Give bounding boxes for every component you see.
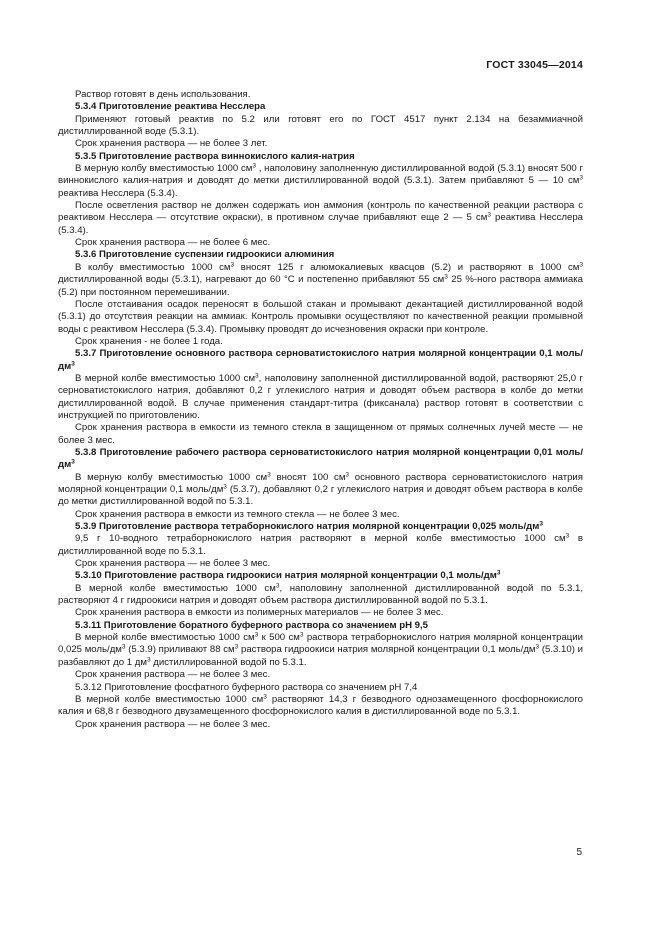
superscript: 3 xyxy=(299,631,304,639)
text-run: В мерную колбу вместимостью 1000 см xyxy=(75,471,268,483)
paragraph xyxy=(58,719,583,731)
text-run: Срок хранения раствора — не более 6 мес. xyxy=(75,237,271,249)
paragraph xyxy=(58,299,583,336)
superscript: 3 xyxy=(535,643,540,651)
text-run: Срок хранения - не более 1 года. xyxy=(75,335,223,347)
paragraph xyxy=(58,558,583,570)
text-run: В мерной колбе вместимостью 1000 см xyxy=(75,632,255,644)
section-heading xyxy=(58,249,583,261)
text-run: В мерной колбе вместимостью 1000 см xyxy=(75,582,276,594)
text-run: В мерную колбу вместимостью 1000 см xyxy=(75,163,253,175)
paragraph xyxy=(58,89,583,101)
text-run: Срок хранения раствора — не более 3 мес. xyxy=(75,718,271,730)
text-run: В мерной колбе вместимостью 1000 см xyxy=(75,372,256,384)
paragraph xyxy=(58,163,583,200)
superscript: 3 xyxy=(263,693,267,701)
text-run: дистиллированной водой по 5.3.1. xyxy=(150,656,307,668)
superscript: 3 xyxy=(444,273,448,281)
document-body xyxy=(58,89,583,731)
superscript: 3 xyxy=(234,643,239,651)
text-run: Применяют готовый реактив по 5.2 или готовят его по ГОСТ 4517 пункт 2.134 на безаммиачной дистиллированной воде (5.3.1). xyxy=(58,113,583,138)
text-run: Срок хранения раствора в емкости из темного стекла — не более 3 мес. xyxy=(75,508,400,520)
document-header: ГОСТ 33045—2014 xyxy=(486,59,583,71)
paragraph xyxy=(58,509,583,521)
paragraph xyxy=(58,200,583,237)
text-run: растворяют 14,3 г безводного однозамещенного фосфорнокислого калия и 68,8 г безводного двузамещенного фосфорнокислого калия в дистиллированной воде по 5.3.1. xyxy=(58,693,583,718)
text-run: , наполовину заполненной дистиллированной водой, растворяют 25,0 г серноватистокислого натрия, добавляют 0,2 г углекислого натрия и доводят объем раствора в колбе до метки дистиллированной водой. В случае применения стандарт-титра (фиксанала) раствор готовят в соответствии с инструкцией по приготовлению. xyxy=(58,372,583,421)
superscript: 3 xyxy=(539,520,543,528)
text-run: в дистиллированной воде по 5.3.1. xyxy=(58,533,584,557)
paragraph xyxy=(58,472,583,509)
paragraph xyxy=(58,583,583,608)
text-run: вносят 125 г алюмокалиевых квасцов (5.2) и растворяют в 1000 см xyxy=(234,261,580,273)
text-run: 5.3.11 Приготовление боратного буферного раствора со значением рН 9,5 xyxy=(75,619,429,631)
text-run: В мерной колбе вместимостью 1000 см xyxy=(75,693,264,705)
paragraph xyxy=(58,632,583,669)
superscript: 3 xyxy=(71,360,75,368)
superscript: 3 xyxy=(345,471,350,479)
superscript: 3 xyxy=(579,261,583,269)
paragraph xyxy=(58,373,583,422)
text-run: Срок хранения раствора — не более 3 мес. xyxy=(75,669,271,681)
text-run: 5.3.7 Приготовление основного раствора серноватистокислого натрия молярной концентрации 0,1 моль/дм xyxy=(58,348,583,372)
paragraph xyxy=(58,533,583,558)
text-run: дистиллированной воды (5.3.1), нагревают до 60 °С и постепенно прибавляют 55 см xyxy=(58,274,445,286)
paragraph xyxy=(58,262,583,299)
section-heading xyxy=(58,521,583,533)
superscript: 3 xyxy=(252,162,256,170)
section-heading xyxy=(58,447,583,472)
text-run: (5.3.10) и разбавляют до 1 дм xyxy=(58,644,583,668)
text-run: 5.3.4 Приготовление реактива Несслера xyxy=(75,101,266,113)
text-run: (5.3.9) приливают 88 см xyxy=(125,644,235,656)
text-run: , наполовину заполненную дистиллированной водой (5.3.1) вносят 500 г виннокислого калия-натрия и доводят до метки дистиллированной водой (5.3.1). Затем прибавляют 5 — 10 см xyxy=(58,163,583,187)
paragraph xyxy=(58,694,583,719)
text-run: к 500 см xyxy=(258,632,300,644)
paragraph xyxy=(58,138,583,150)
text-run: раствора гидроокиси натрия молярной концентрации 0,1 моль/дм xyxy=(238,644,536,656)
text-run: реактива Несслера (5.3.4). xyxy=(58,212,583,236)
text-run: 5.3.5 Приготовление раствора виннокислого калия-натрия xyxy=(75,150,355,162)
text-run: Раствор готовят в день использования. xyxy=(75,89,251,100)
paragraph xyxy=(58,336,583,348)
text-run: 9,5 г 10-водного тетраборнокислого натрия растворяют в мерной колбе вместимостью 1000 см xyxy=(75,533,566,545)
section-heading xyxy=(58,348,583,373)
text-run: 5.3.10 Приготовление раствора гидроокиси натрия молярной концентрации 0,1 моль/дм xyxy=(75,570,497,582)
section-heading xyxy=(58,620,583,632)
text-run: реактива Несслера (5.3.4). xyxy=(58,187,178,199)
text-run: После осветления раствор не должен содержать ион аммония (контроль по качественной реакции раствора с реактивом Несслера — отсутствие окраски), в противном случае прибавляют еще 2 — 5 см xyxy=(58,200,583,224)
text-run: раствора тетраборнокислого натрия молярной концентрации 0,025 моль/дм xyxy=(58,632,583,656)
superscript: 3 xyxy=(146,656,151,664)
text-run: 25 %-ного раствора аммиака (5.2) при постоянном перемешивании. xyxy=(58,274,583,298)
paragraph xyxy=(58,237,583,249)
text-run: Срок хранения раствора в емкости из полимерных материалов — не более 3 мес. xyxy=(75,607,444,619)
text-run: Срок хранения раствора в емкости из темного стекла в защищенном от прямых солнечных лучей месте — не более 3 мес. xyxy=(58,422,583,446)
text-run: Срок хранения раствора — не более 3 лет. xyxy=(75,138,268,150)
superscript: 3 xyxy=(496,569,501,577)
superscript: 3 xyxy=(579,174,583,182)
paragraph xyxy=(58,114,583,139)
paragraph xyxy=(58,422,583,447)
section-heading xyxy=(58,101,583,113)
superscript: 3 xyxy=(255,372,259,380)
text-run: 5.3.12 Приготовление фосфатного буферного раствора со значением рН 7,4 xyxy=(75,681,418,693)
text-run: (5.3.7), добавляют 0,2 г углекислого натрия и доводят объем раствора в колбе до метки дистиллированной водой по 5.3.1. xyxy=(58,484,583,508)
superscript: 3 xyxy=(223,483,227,491)
page-number: 5 xyxy=(576,847,582,858)
paragraph xyxy=(58,607,583,619)
paragraph xyxy=(58,682,583,694)
text-run: 5.3.8 Приготовление рабочего раствора серноватистокислого натрия молярной концентрации 0,01 моль/дм xyxy=(58,446,583,471)
superscript: 3 xyxy=(565,532,570,540)
section-heading xyxy=(58,151,583,163)
text-run: 5.3.6 Приготовление суспензии гидроокиси алюминия xyxy=(75,249,335,261)
superscript: 3 xyxy=(254,631,259,639)
paragraph xyxy=(58,669,583,681)
superscript: 3 xyxy=(267,471,271,479)
superscript: 3 xyxy=(71,458,75,466)
text-run: Срок хранения раствора — не более 3 мес. xyxy=(75,558,271,570)
superscript: 3 xyxy=(121,643,126,651)
section-heading xyxy=(58,570,583,582)
text-run: После отстаивания осадок переносят в большой стакан и промывают декантацией дистиллированной водой (5.3.1) до отсутствия реакции на аммиак. Контроль промывки осуществляют по качественной реакции промывной воды с реактивом Несслера (5.3.4). Промывку проводят до исчезновения окраски при контроле. xyxy=(58,298,583,335)
superscript: 3 xyxy=(230,261,235,269)
superscript: 3 xyxy=(275,582,280,590)
text-run: 5.3.9 Приготовление раствора тетраборнокислого натрия молярной концентрации 0,025 моль/дм xyxy=(75,521,540,533)
text-run: , наполовину заполненной дистиллированной водой по 5.3.1, растворяют 4 г гидроокиси натрия и доводят объем раствора дистиллированной водой по 5.3.1. xyxy=(58,582,583,607)
text-run: вносят 100 см xyxy=(270,471,346,483)
text-run: В колбу вместимостью 1000 см xyxy=(75,261,231,273)
text-run: основного раствора серноватистокислого натрия молярной концентрации 0,1 моль/дм xyxy=(58,471,583,495)
superscript: 3 xyxy=(487,211,491,219)
